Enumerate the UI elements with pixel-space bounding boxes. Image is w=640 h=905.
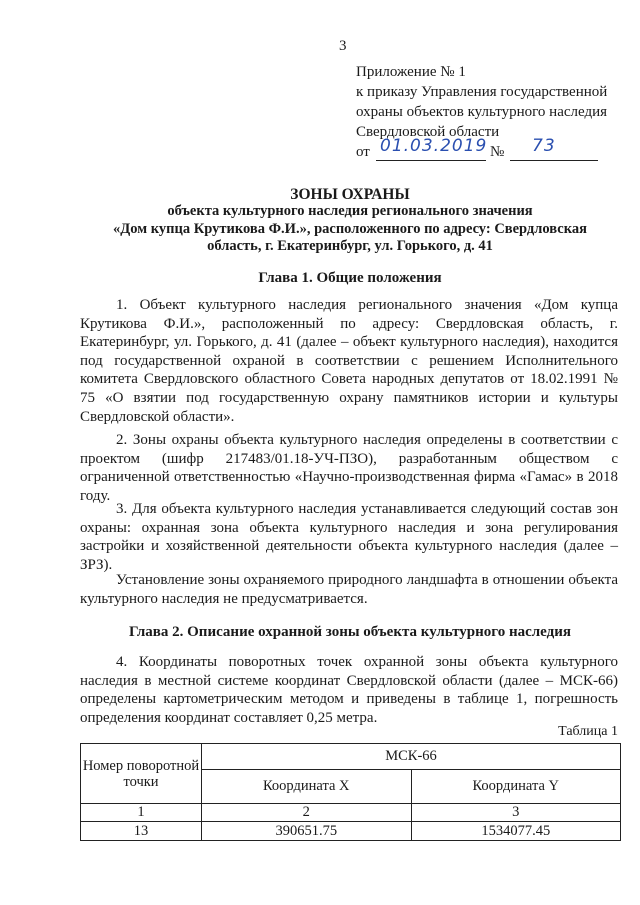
paragraph-1: 1. Объект культурного наследия регионального значения «Дом купца Крутикова Ф.И.», расположенный по адресу: Свердловская область, г. Екатеринбург, ул. Горького, д. 41 (далее – объект культурного наследия), находится под государственной охраной в соответствии с решением Исполнительного комитета Свердловского областного Совета народных депутатов от 18.02.1991 № 75 «О взятии под государственную охрану памятников истории и культуры Свердловской области». <box>80 297 618 425</box>
table-row <box>81 822 621 841</box>
appendix-line-3: охраны объектов культурного наследия <box>356 104 608 120</box>
appendix-line-1: Приложение № 1 <box>356 64 466 80</box>
handwritten-number: 73 <box>532 136 556 156</box>
number-label: № <box>490 144 505 160</box>
table-index-row <box>81 804 621 822</box>
index-cell: 3 <box>411 804 621 822</box>
subtitle-line-2: «Дом купца Крутикова Ф.И.», расположенного по адресу: Свердловская <box>113 220 587 237</box>
coordinate-y-cell: 1534077.45 <box>411 822 621 841</box>
page-number: 3 <box>339 38 347 54</box>
chapter-2-heading: Глава 2. Описание охранной зоны объекта культурного наследия <box>129 624 571 640</box>
appendix-block <box>356 62 636 164</box>
number-underline <box>510 160 598 161</box>
paragraph-2: 2. Зоны охраны объекта культурного наследия определены в соответствии с проектом (шифр 217483/01.18-УЧ-ПЗО), разработанным обществом с ограниченной ответственностью «Научно-производственная фирма «Гамас» в 2018 году. <box>80 432 618 504</box>
handwritten-date: 01.03.2019 <box>380 136 488 156</box>
point-number-cell: 13 <box>81 822 202 841</box>
date-underline <box>376 160 486 161</box>
paragraph-3: 3. Для объекта культурного наследия устанавливается следующий состав зон охраны: охранная зона объекта культурного наследия и зона регулирования застройки и хозяйственной деятельности объекта культурного наследия (далее – ЗРЗ). <box>80 501 618 573</box>
appendix-line-2: к приказу Управления государственной <box>356 84 608 100</box>
header-point-number: Номер поворотной точки <box>81 744 202 804</box>
header-coordinate-y: Координата Y <box>411 770 621 804</box>
table-caption: Таблица 1 <box>558 724 618 739</box>
subtitle-line-3: область, г. Екатеринбург, ул. Горького, д. 41 <box>207 238 493 254</box>
paragraph-landscape-note: Установление зоны охраняемого природного ландшафта в отношении объекта культурного наследия не предусматривается. <box>80 572 618 607</box>
coordinates-table <box>80 743 621 841</box>
document-subtitle <box>80 203 620 256</box>
subtitle-line-1: объекта культурного наследия регионального значения <box>167 203 533 219</box>
from-label: от <box>356 144 370 160</box>
header-coordinate-x: Координата X <box>202 770 412 804</box>
paragraph-4: 4. Координаты поворотных точек охранной зоны объекта культурного наследия в местной системе координат Свердловской области (далее – МСК-66) определены картометрическим методом и приведены в таблице 1, погрешность определения координат составляет 0,25 метра. <box>80 654 618 726</box>
coordinate-x-cell: 390651.75 <box>202 822 412 841</box>
order-date-number-line <box>356 136 636 164</box>
chapter-1-heading: Глава 1. Общие положения <box>258 270 442 286</box>
table-header-row <box>81 744 621 770</box>
appendix-line-4: Свердловской области <box>356 124 500 140</box>
document-title: ЗОНЫ ОХРАНЫ <box>290 186 410 203</box>
index-cell: 1 <box>81 804 202 822</box>
header-coordinate-system: МСК-66 <box>202 744 621 770</box>
index-cell: 2 <box>202 804 412 822</box>
